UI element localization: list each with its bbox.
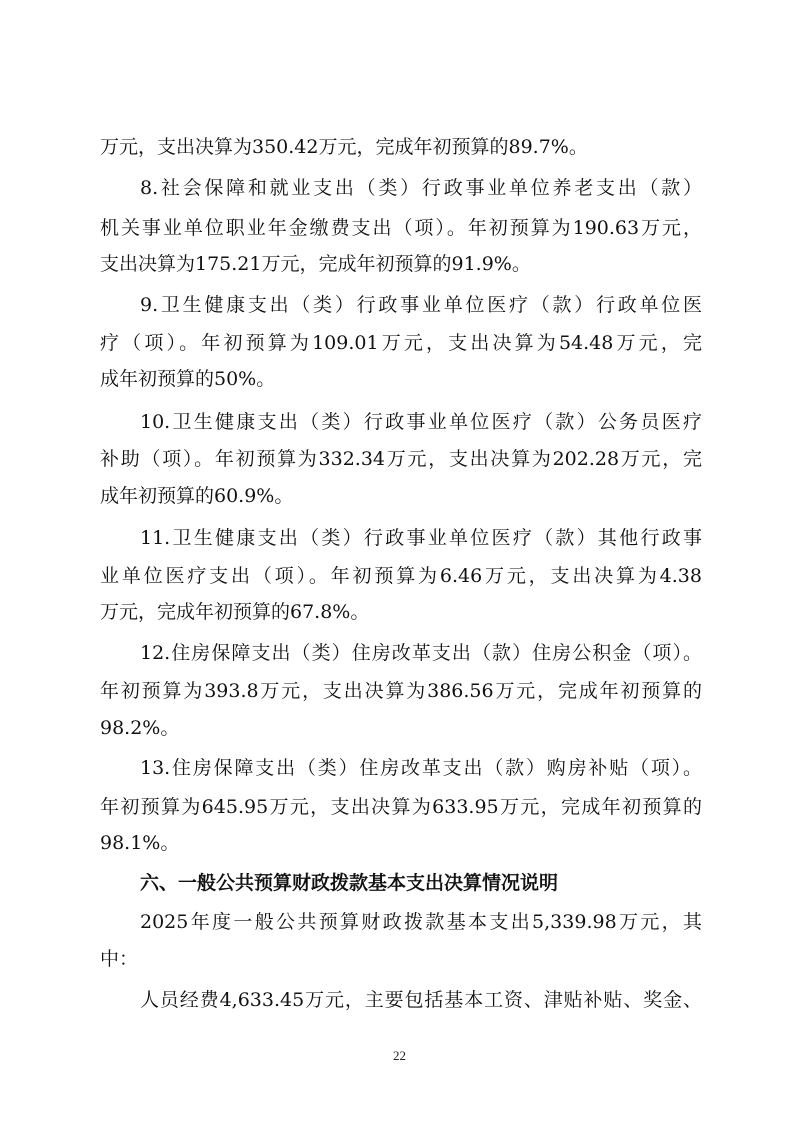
paragraph-line: 中： — [100, 948, 139, 970]
paragraph-line: 98.1%。 — [100, 832, 180, 854]
paragraph-line: 人员经费4,633.45万元，主要包括基本工资、津贴补贴、奖金、 — [140, 989, 702, 1011]
paragraph-line: 98.2%。 — [100, 717, 180, 739]
paragraph-line: 成年初预算的60.9%。 — [100, 485, 294, 507]
paragraph-line: 补助（项）。年初预算为332.34万元，支出决算为202.28万元，完 — [100, 448, 702, 470]
paragraph-line: 年初预算为393.8万元，支出决算为386.56万元，完成年初预算的 — [100, 680, 702, 702]
paragraph-line: 业单位医疗支出（项）。年初预算为6.46万元，支出决算为4.38 — [100, 565, 702, 587]
paragraph-line: 万元，完成年初预算的67.8%。 — [100, 601, 370, 623]
paragraph-line: 支出决算为175.21万元，完成年初预算的91.9%。 — [100, 253, 531, 275]
paragraph-line: 8.社会保障和就业支出（类）行政事业单位养老支出（款） — [140, 177, 702, 199]
paragraph-line: 年初预算为645.95万元，支出决算为633.95万元，完成年初预算的 — [100, 796, 702, 818]
paragraph-line: 万元，支出决算为350.42万元，完成年初预算的89.7%。 — [100, 136, 588, 158]
paragraph-line: 12.住房保障支出（类）住房改革支出（款）住房公积金（项）。 — [140, 642, 702, 664]
paragraph-line: 成年初预算的50%。 — [100, 368, 276, 390]
paragraph-line: 2025年度一般公共预算财政拨款基本支出5,339.98万元，其 — [140, 911, 702, 933]
paragraph-line: 9.卫生健康支出（类）行政事业单位医疗（款）行政单位医 — [140, 294, 702, 316]
page-number: 22 — [393, 1048, 406, 1063]
paragraph-line: 11.卫生健康支出（类）行政事业单位医疗（款）其他行政事 — [140, 527, 702, 549]
paragraph-line: 13.住房保障支出（类）住房改革支出（款）购房补贴（项）。 — [140, 757, 702, 779]
paragraph-line: 10.卫生健康支出（类）行政事业单位医疗（款）公务员医疗 — [140, 411, 702, 433]
section-heading: 六、一般公共预算财政拨款基本支出决算情况说明 — [140, 872, 559, 894]
paragraph-line: 疗（项）。年初预算为109.01万元，支出决算为54.48万元，完 — [100, 332, 702, 354]
paragraph-line: 机关事业单位职业年金缴费支出（项）。年初预算为190.63万元， — [100, 217, 702, 239]
